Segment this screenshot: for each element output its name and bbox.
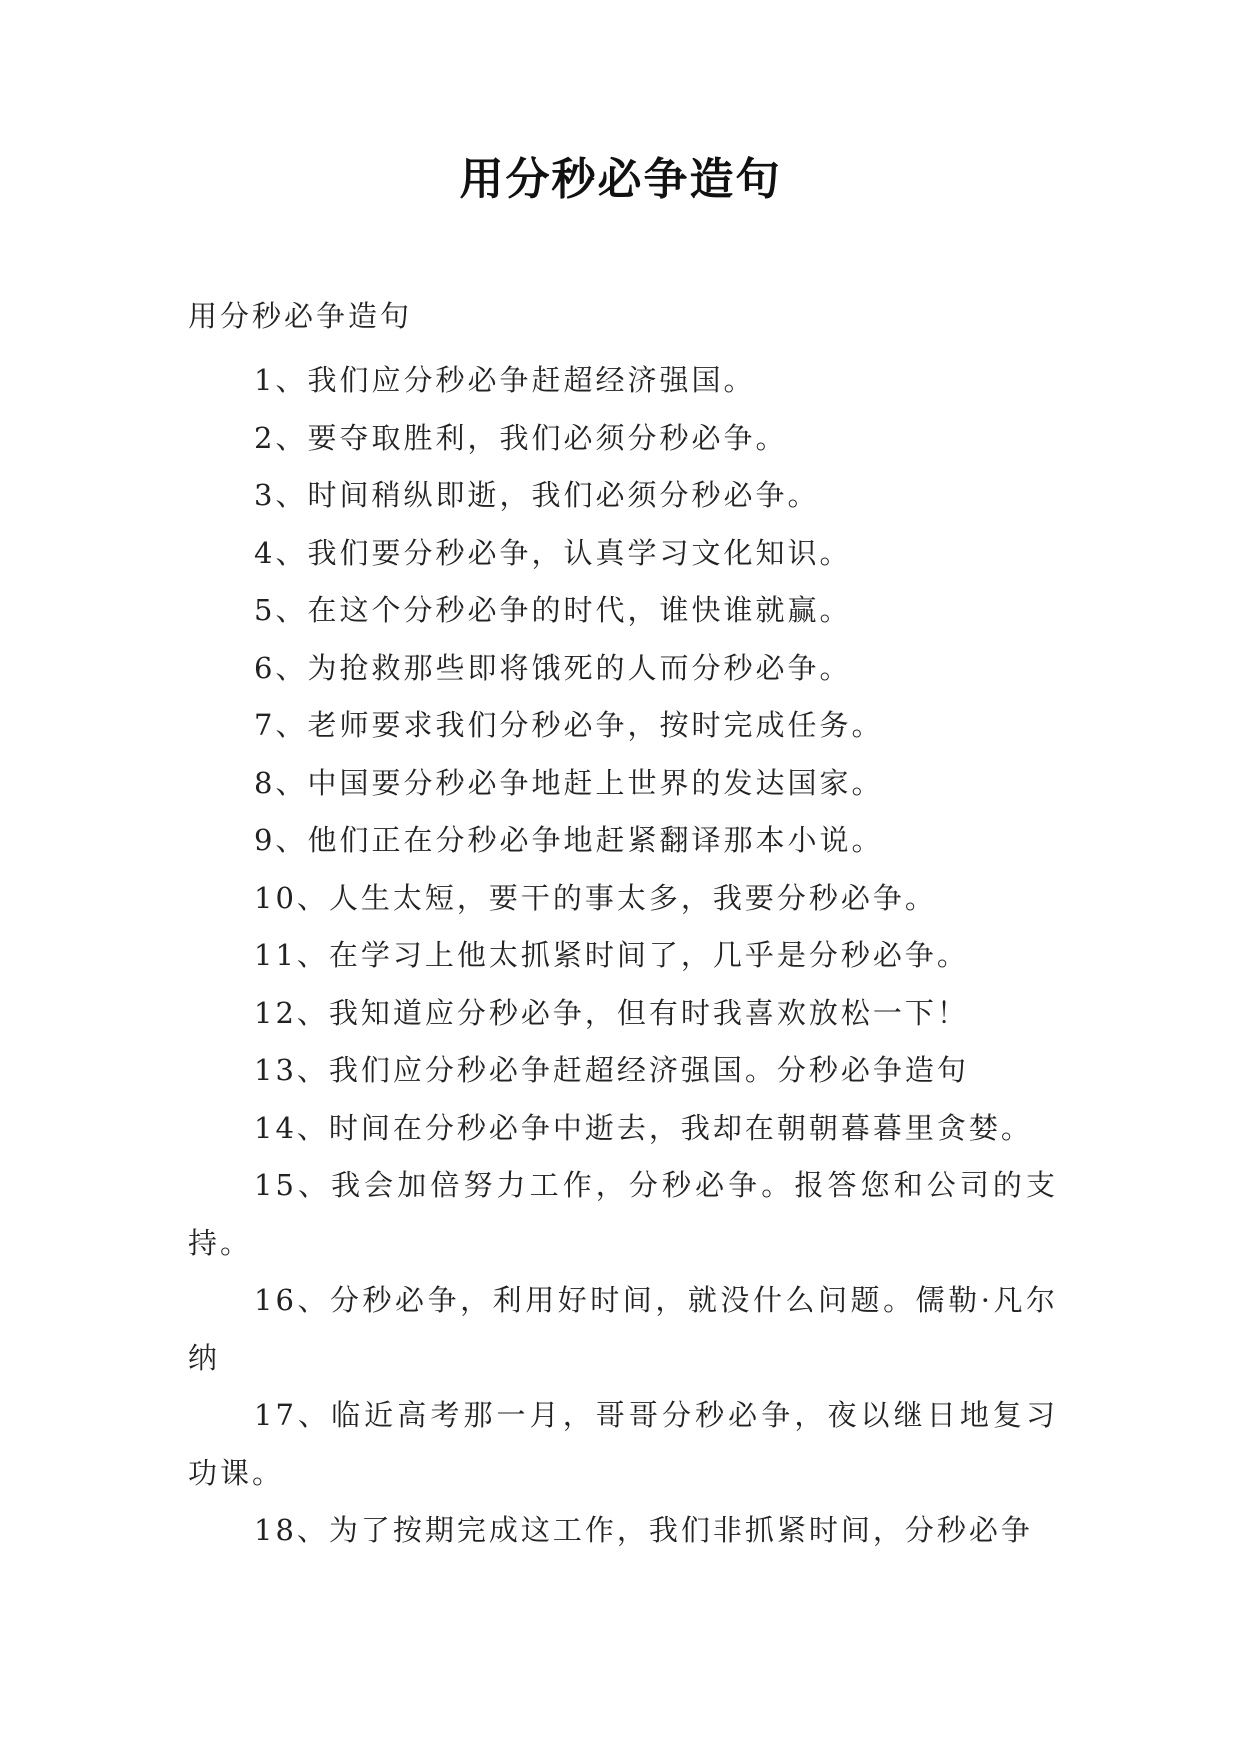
sentence-item: 17、临近高考那一月，哥哥分秒必争，夜以继日地复习功课。 [188, 1398, 1058, 1490]
sentence-item: 9、他们正在分秒必争地赶紧翻译那本小说。 [254, 823, 884, 857]
sentence-item: 16、分秒必争，利用好时间，就没什么问题。儒勒·凡尔纳 [188, 1283, 1058, 1375]
sentence-item: 6、为抢救那些即将饿死的人而分秒必争。 [254, 650, 852, 685]
sentence-item: 1、我们应分秒必争赶超经济强国。 [254, 363, 756, 397]
sentence-item: 13、我们应分秒必争赶超经济强国。分秒必争造句 [254, 1053, 969, 1087]
sentence-item: 2、要夺取胜利，我们必须分秒必争。 [254, 420, 788, 455]
sentence-list [188, 352, 1058, 1560]
sentence-item: 7、老师要求我们分秒必争，按时完成任务。 [254, 708, 884, 742]
document-subtitle: 用分秒必争造句 [188, 299, 413, 333]
sentence-item: 18、为了按期完成这工作，我们非抓紧时间，分秒必争 [254, 1513, 1033, 1547]
sentence-item: 12、我知道应分秒必争，但有时我喜欢放松一下！ [254, 995, 969, 1030]
sentence-item: 8、中国要分秒必争地赶上世界的发达国家。 [254, 765, 884, 800]
sentence-item: 5、在这个分秒必争的时代，谁快谁就赢。 [254, 593, 852, 627]
sentence-item: 14、时间在分秒必争中逝去，我却在朝朝暮暮里贪婪。 [254, 1110, 1033, 1145]
document-title: 用分秒必争造句 [459, 154, 782, 205]
sentence-item: 11、在学习上他太抓紧时间了，几乎是分秒必争。 [254, 938, 969, 972]
sentence-item: 3、时间稍纵即逝，我们必须分秒必争。 [254, 478, 820, 512]
sentence-item: 10、人生太短，要干的事太多，我要分秒必争。 [254, 880, 937, 915]
sentence-item: 4、我们要分秒必争，认真学习文化知识。 [254, 535, 852, 570]
sentence-item: 15、我会加倍努力工作，分秒必争。报答您和公司的支持。 [188, 1168, 1058, 1260]
